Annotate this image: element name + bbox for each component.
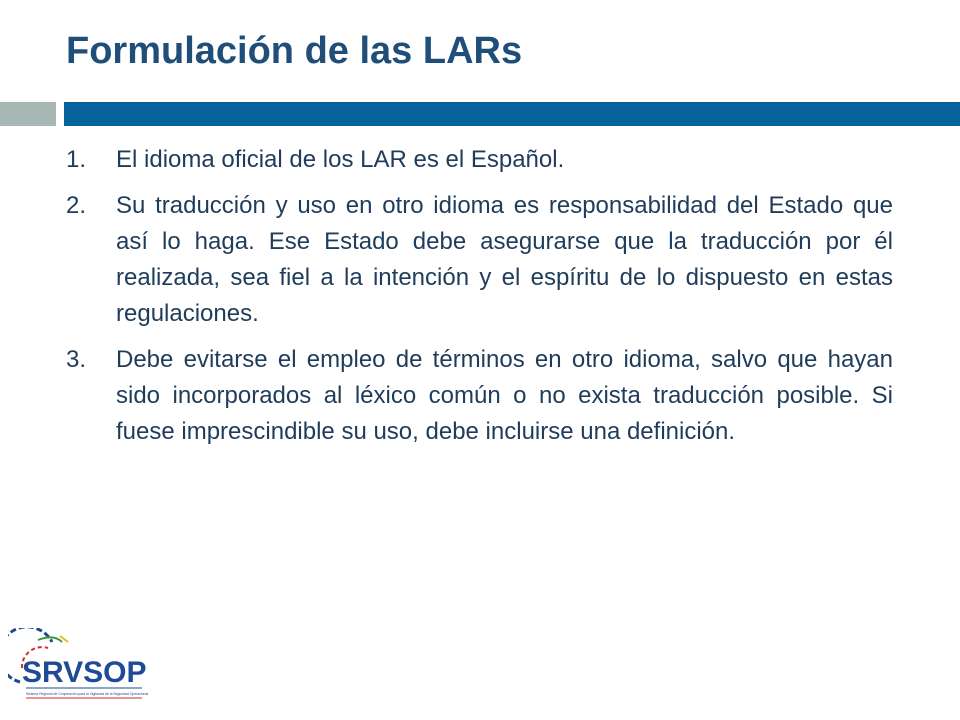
list-item (66, 142, 893, 178)
logo-tagline: Sistema Regional de Cooperación para la Vigilancia de la Seguridad Operacional (26, 692, 148, 696)
content-list (66, 142, 893, 460)
accent-box-left (0, 102, 56, 126)
srvsop-logo (8, 628, 148, 706)
list-item-text: El idioma oficial de los LAR es el Español. (116, 146, 565, 173)
list-item (66, 188, 893, 332)
list-item (66, 342, 893, 450)
accent-bar (64, 102, 960, 126)
logo-text: SRVSOP (22, 656, 147, 689)
list-item-number: 3. (66, 346, 87, 373)
list-item-number: 1. (66, 146, 87, 173)
list-item-number: 2. (66, 192, 87, 219)
srvsop-logo-graphic (8, 628, 148, 706)
list-item-text: Debe evitarse el empleo de términos en otro idioma, salvo que hayan sido incorporados al léxico común o no exista traducción posible. Si fuese imprescindible su uso, debe incluirse una definición. (116, 346, 893, 445)
slide-title: Formulación de las LARs (66, 30, 523, 72)
list-item-text: Su traducción y uso en otro idioma es responsabilidad del Estado que así lo haga. Ese Estado debe asegurarse que la traducción por él realizada, sea fiel a la intención y el espíritu de lo dispuesto en estas regulaciones. (116, 192, 893, 327)
